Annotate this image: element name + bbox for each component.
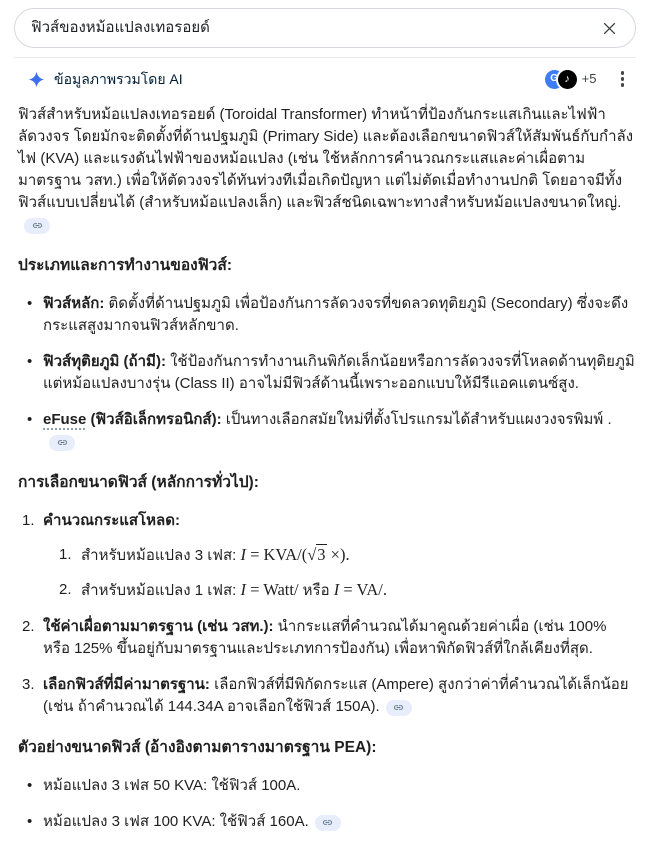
item-text: ใช้ป้องกันการทำงานเกินพิกัดเล็กน้อยหรือการลัดวงจรที่โหลดด้านทุติยภูมิ แต่หม้อแปลงบางรุ่น (Class II) อาจไม่มีฟิวส์ด้านนี้เพราะออกแบบให้มีรีแอคแตนซ์สูง. xyxy=(43,353,635,392)
ai-overview-title: ข้อมูลภาพรวมโดย AI xyxy=(54,71,183,87)
section-heading-types: ประเภทและการทำงานของฟิวส์: xyxy=(18,257,233,274)
step-text: เลือกฟิวส์ที่มีพิกัดกระแส (Ampere) สูงกว่าค่าที่คำนวณได้เล็กน้อย (เช่น ถ้าคำนวณได้ 144.34A อาจเลือกใช้ฟิวส์ 150A). xyxy=(43,676,629,715)
source-link-chip[interactable] xyxy=(24,218,50,234)
sub-item xyxy=(57,544,635,567)
types-list xyxy=(18,293,635,453)
calc-sublist xyxy=(57,544,635,602)
list-item xyxy=(18,811,635,833)
step-lead: เลือกฟิวส์ที่มีค่ามาตรฐาน: xyxy=(43,676,210,693)
formula-end: = VA/. xyxy=(339,580,387,599)
ai-overview-header xyxy=(28,67,628,91)
sqrt-radicand: 3 xyxy=(317,545,326,564)
sub-item xyxy=(57,579,635,602)
item-text: หม้อแปลง 3 เฟส 50 KVA: ใช้ฟิวส์ 100A. xyxy=(43,777,301,794)
search-bar-container xyxy=(0,0,650,58)
intro-paragraph xyxy=(18,104,635,236)
sources-more-count[interactable]: +5 xyxy=(581,71,597,86)
gemini-sparkle-icon xyxy=(28,71,45,88)
item-lead: ฟิวส์ทุติยภูมิ (ถ้ามี): xyxy=(43,353,166,370)
source-favicon-translate[interactable]: G xyxy=(545,70,564,89)
formula-end: ×). xyxy=(326,545,350,564)
list-item xyxy=(18,293,635,337)
section-heading-examples: ตัวอย่างขนาดฟิวส์ (อ้างอิงตามตารางมาตรฐาน PEA): xyxy=(18,739,377,756)
or-word: หรือ xyxy=(302,582,334,599)
list-item xyxy=(18,351,635,395)
formula-variable: I xyxy=(333,580,340,599)
item-lead: (ฟิวส์อิเล็กทรอนิกส์): xyxy=(86,411,222,428)
item-text: หม้อแปลง 3 เฟส 100 KVA: ใช้ฟิวส์ 160A. xyxy=(43,813,309,830)
formula-prefix: สำหรับหม้อแปลง 3 เฟส: xyxy=(81,547,241,564)
close-icon[interactable] xyxy=(599,18,619,38)
step-item xyxy=(18,616,635,660)
formula-body: = KVA/( xyxy=(245,545,308,564)
item-lead: ฟิวส์หลัก: xyxy=(43,295,105,312)
item-text: ติดตั้งที่ด้านปฐมภูมิ เพื่อป้องกันการลัดวงจรที่ขดลวดทุติยภูมิ (Secondary) ซึ่งจะดึงกระแสสูงมากจนฟิวส์หลักขาด. xyxy=(43,295,629,334)
source-favicon-tiktok[interactable]: ♪ xyxy=(558,70,577,89)
step-item xyxy=(18,674,635,718)
formula-variable: I xyxy=(240,580,246,599)
search-input[interactable] xyxy=(14,8,636,48)
source-link-chip[interactable] xyxy=(49,435,75,451)
formula-prefix: สำหรับหม้อแปลง 1 เฟส: xyxy=(81,582,241,599)
kebab-menu-icon[interactable] xyxy=(617,69,629,89)
source-link-chip[interactable] xyxy=(315,815,341,831)
list-item xyxy=(18,409,635,453)
ai-overview-content xyxy=(0,104,650,855)
section-heading-sizing: การเลือกขนาดฟิวส์ (หลักการทั่วไป): xyxy=(18,474,259,491)
source-link-chip[interactable] xyxy=(386,700,412,716)
sizing-steps-list xyxy=(18,510,635,718)
formula-body: = Watt/ xyxy=(245,580,303,599)
efuse-entity-link[interactable]: eFuse xyxy=(43,411,87,428)
item-tail: . xyxy=(603,411,612,428)
step-lead: ใช้ค่าเผื่อตามมาตรฐาน (เช่น วสท.): xyxy=(43,618,274,635)
item-text: เป็นทางเลือกสมัยใหม่ที่ตั้งโปรแกรมได้สำหรับแผงวงจรพิมพ์ xyxy=(221,411,604,428)
search-divider xyxy=(14,57,636,58)
formula-variable: I xyxy=(240,545,246,564)
search-query-text[interactable]: ฟิวส์ของหม้อแปลงเทอรอยด์ xyxy=(31,19,210,36)
list-item xyxy=(18,775,635,797)
step-item xyxy=(18,510,635,602)
examples-list xyxy=(18,775,635,833)
step-lead: คำนวณกระแสโหลด: xyxy=(43,512,180,529)
intro-text: ฟิวส์สำหรับหม้อแปลงเทอรอยด์ (Toroidal Transformer) ทำหน้าที่ป้องกันกระแสเกินและไฟฟ้าลัดวงจร โดยมักจะติดตั้งที่ด้านปฐมภูมิ (Primary Side) และต้องเลือกขนาดฟิวส์ให้สัมพันธ์กับกำลังไฟ (KVA) และแรงดันไฟฟ้าของหม้อแปลง (เช่น ใช้หลักการคำนวณกระแสและค่าเผื่อตามมาตรฐาน วสท.) เพื่อให้ตัดวงจรได้ทันท่วงทีเมื่อเกิดปัญหา แต่ไม่ตัดเมื่อทำงานปกติ โดยอาจมีทั้งฟิวส์แบบเปลี่ยนได้ (สำหรับหม้อแปลงเล็ก) และฟิวส์ชนิดเฉพาะทางสำหรับหม้อแปลงขนาดใหญ่. xyxy=(18,106,634,211)
step-text: นำกระแสที่คำนวณได้มาคูณด้วยค่าเผื่อ (เช่น 100% หรือ 125% ขึ้นอยู่กับมาตรฐานและประเภทการป้องกัน) เพื่อหาพิกัดฟิวส์ที่ใกล้เคียงที่สุด. xyxy=(43,618,607,657)
sqrt-icon: √ xyxy=(307,545,317,564)
